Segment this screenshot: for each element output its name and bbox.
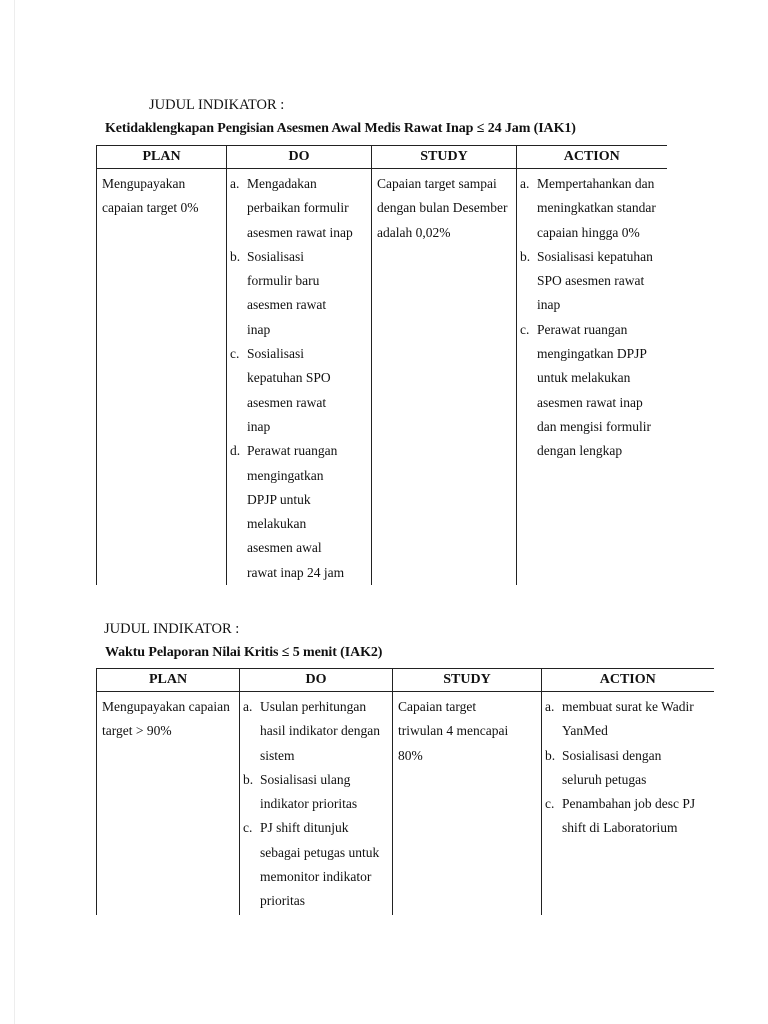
indicator-2-title: Waktu Pelaporan Nilai Kritis ≤ 5 menit (IAK2): [105, 645, 383, 660]
list-item-text: Perawat ruangan mengingatkan DPJP untuk melakukan asesmen rawat inap dan mengisi formulir dengan lengkap: [537, 321, 651, 459]
list-marker: b.: [520, 248, 531, 264]
column-header-plan: PLAN: [97, 669, 240, 692]
action-list: [520, 172, 659, 464]
list-item-text: PJ shift ditunjuk sebagai petugas untuk memonitor indikator prioritas: [260, 820, 380, 909]
indicator-1-title: Ketidaklengkapan Pengisian Asesmen Awal Medis Rawat Inap ≤ 24 Jam (IAK1): [105, 121, 576, 136]
list-item: [545, 695, 696, 744]
plan-cell: [97, 169, 227, 586]
list-item-text: membuat surat ke Wadir YanMed: [562, 699, 694, 739]
list-item-text: Sosialisasi ulang indikator prioritas: [260, 771, 358, 812]
do-cell: [240, 692, 393, 915]
list-item: [243, 695, 387, 768]
list-marker: a.: [520, 176, 530, 191]
list-item: [230, 245, 366, 342]
page-edge: [14, 0, 15, 1024]
list-item-text: Mempertahankan dan meningkatkan standar capaian hingga 0%: [537, 176, 656, 240]
list-marker: c.: [545, 796, 555, 812]
indicator-1-heading: JUDUL INDIKATOR :: [149, 97, 285, 113]
plan-text: Mengupayakan capaian target 0%: [102, 176, 199, 216]
plan-text: Mengupayakan capaian target > 90%: [102, 699, 230, 739]
list-marker: b.: [230, 248, 241, 264]
plan-cell: [97, 692, 240, 915]
list-item-text: Sosialisasi kepatuhan SPO asesmen rawat inap: [247, 346, 331, 434]
column-header-do: DO: [240, 669, 393, 692]
study-cell: [372, 169, 517, 586]
action-cell: [542, 692, 714, 915]
do-list: [243, 695, 387, 914]
list-marker: b.: [243, 771, 254, 787]
study-cell: [393, 692, 542, 915]
table-row: [97, 169, 667, 586]
list-item: [545, 792, 696, 841]
indicator-2-heading: JUDUL INDIKATOR :: [104, 621, 240, 637]
table-row: [97, 692, 714, 915]
list-item-text: Usulan perhitungan hasil indikator dengan sistem: [260, 699, 380, 763]
column-header-study: STUDY: [372, 146, 517, 169]
study-text: Capaian target triwulan 4 mencapai 80%: [398, 699, 509, 763]
list-marker: c.: [520, 321, 530, 337]
list-item: [520, 245, 659, 318]
column-header-do: DO: [227, 146, 372, 169]
list-item: [230, 439, 366, 585]
list-item-text: Sosialisasi formulir baru asesmen rawat inap: [247, 248, 327, 337]
table-header-row: [97, 146, 667, 169]
list-item-text: Sosialisasi kepatuhan SPO asesmen rawat inap: [537, 248, 653, 313]
list-item: [243, 768, 387, 817]
list-marker: d.: [230, 443, 241, 459]
list-marker: c.: [230, 346, 240, 362]
column-header-action: ACTION: [517, 146, 667, 169]
list-item: [230, 172, 366, 245]
list-item: [520, 172, 659, 245]
pdsa-table-2: [96, 668, 714, 915]
column-header-plan: PLAN: [97, 146, 227, 169]
list-marker: b.: [545, 747, 556, 763]
action-list: [545, 695, 696, 841]
do-cell: [227, 169, 372, 586]
column-header-action: ACTION: [542, 669, 714, 692]
list-item: [545, 744, 696, 793]
list-marker: a.: [230, 176, 240, 191]
list-item-text: Penambahan job desc PJ shift di Laboratorium: [562, 796, 696, 836]
list-item: [520, 318, 659, 464]
table-header-row: [97, 669, 714, 692]
list-marker: c.: [243, 820, 253, 836]
list-item-text: Mengadakan perbaikan formulir asesmen rawat inap: [247, 176, 353, 240]
pdsa-table-1: [96, 145, 667, 585]
list-item-text: Sosialisasi dengan seluruh petugas: [562, 747, 662, 787]
list-item: [243, 816, 387, 913]
do-list: [230, 172, 366, 585]
list-marker: a.: [243, 699, 253, 714]
column-header-study: STUDY: [393, 669, 542, 692]
study-text: Capaian target sampai dengan bulan Desember adalah 0,02%: [377, 176, 508, 240]
list-item-text: Perawat ruangan mengingatkan DPJP untuk melakukan asesmen awal rawat inap 24 jam: [247, 443, 345, 580]
action-cell: [517, 169, 667, 586]
list-item: [230, 342, 366, 439]
list-marker: a.: [545, 699, 555, 714]
